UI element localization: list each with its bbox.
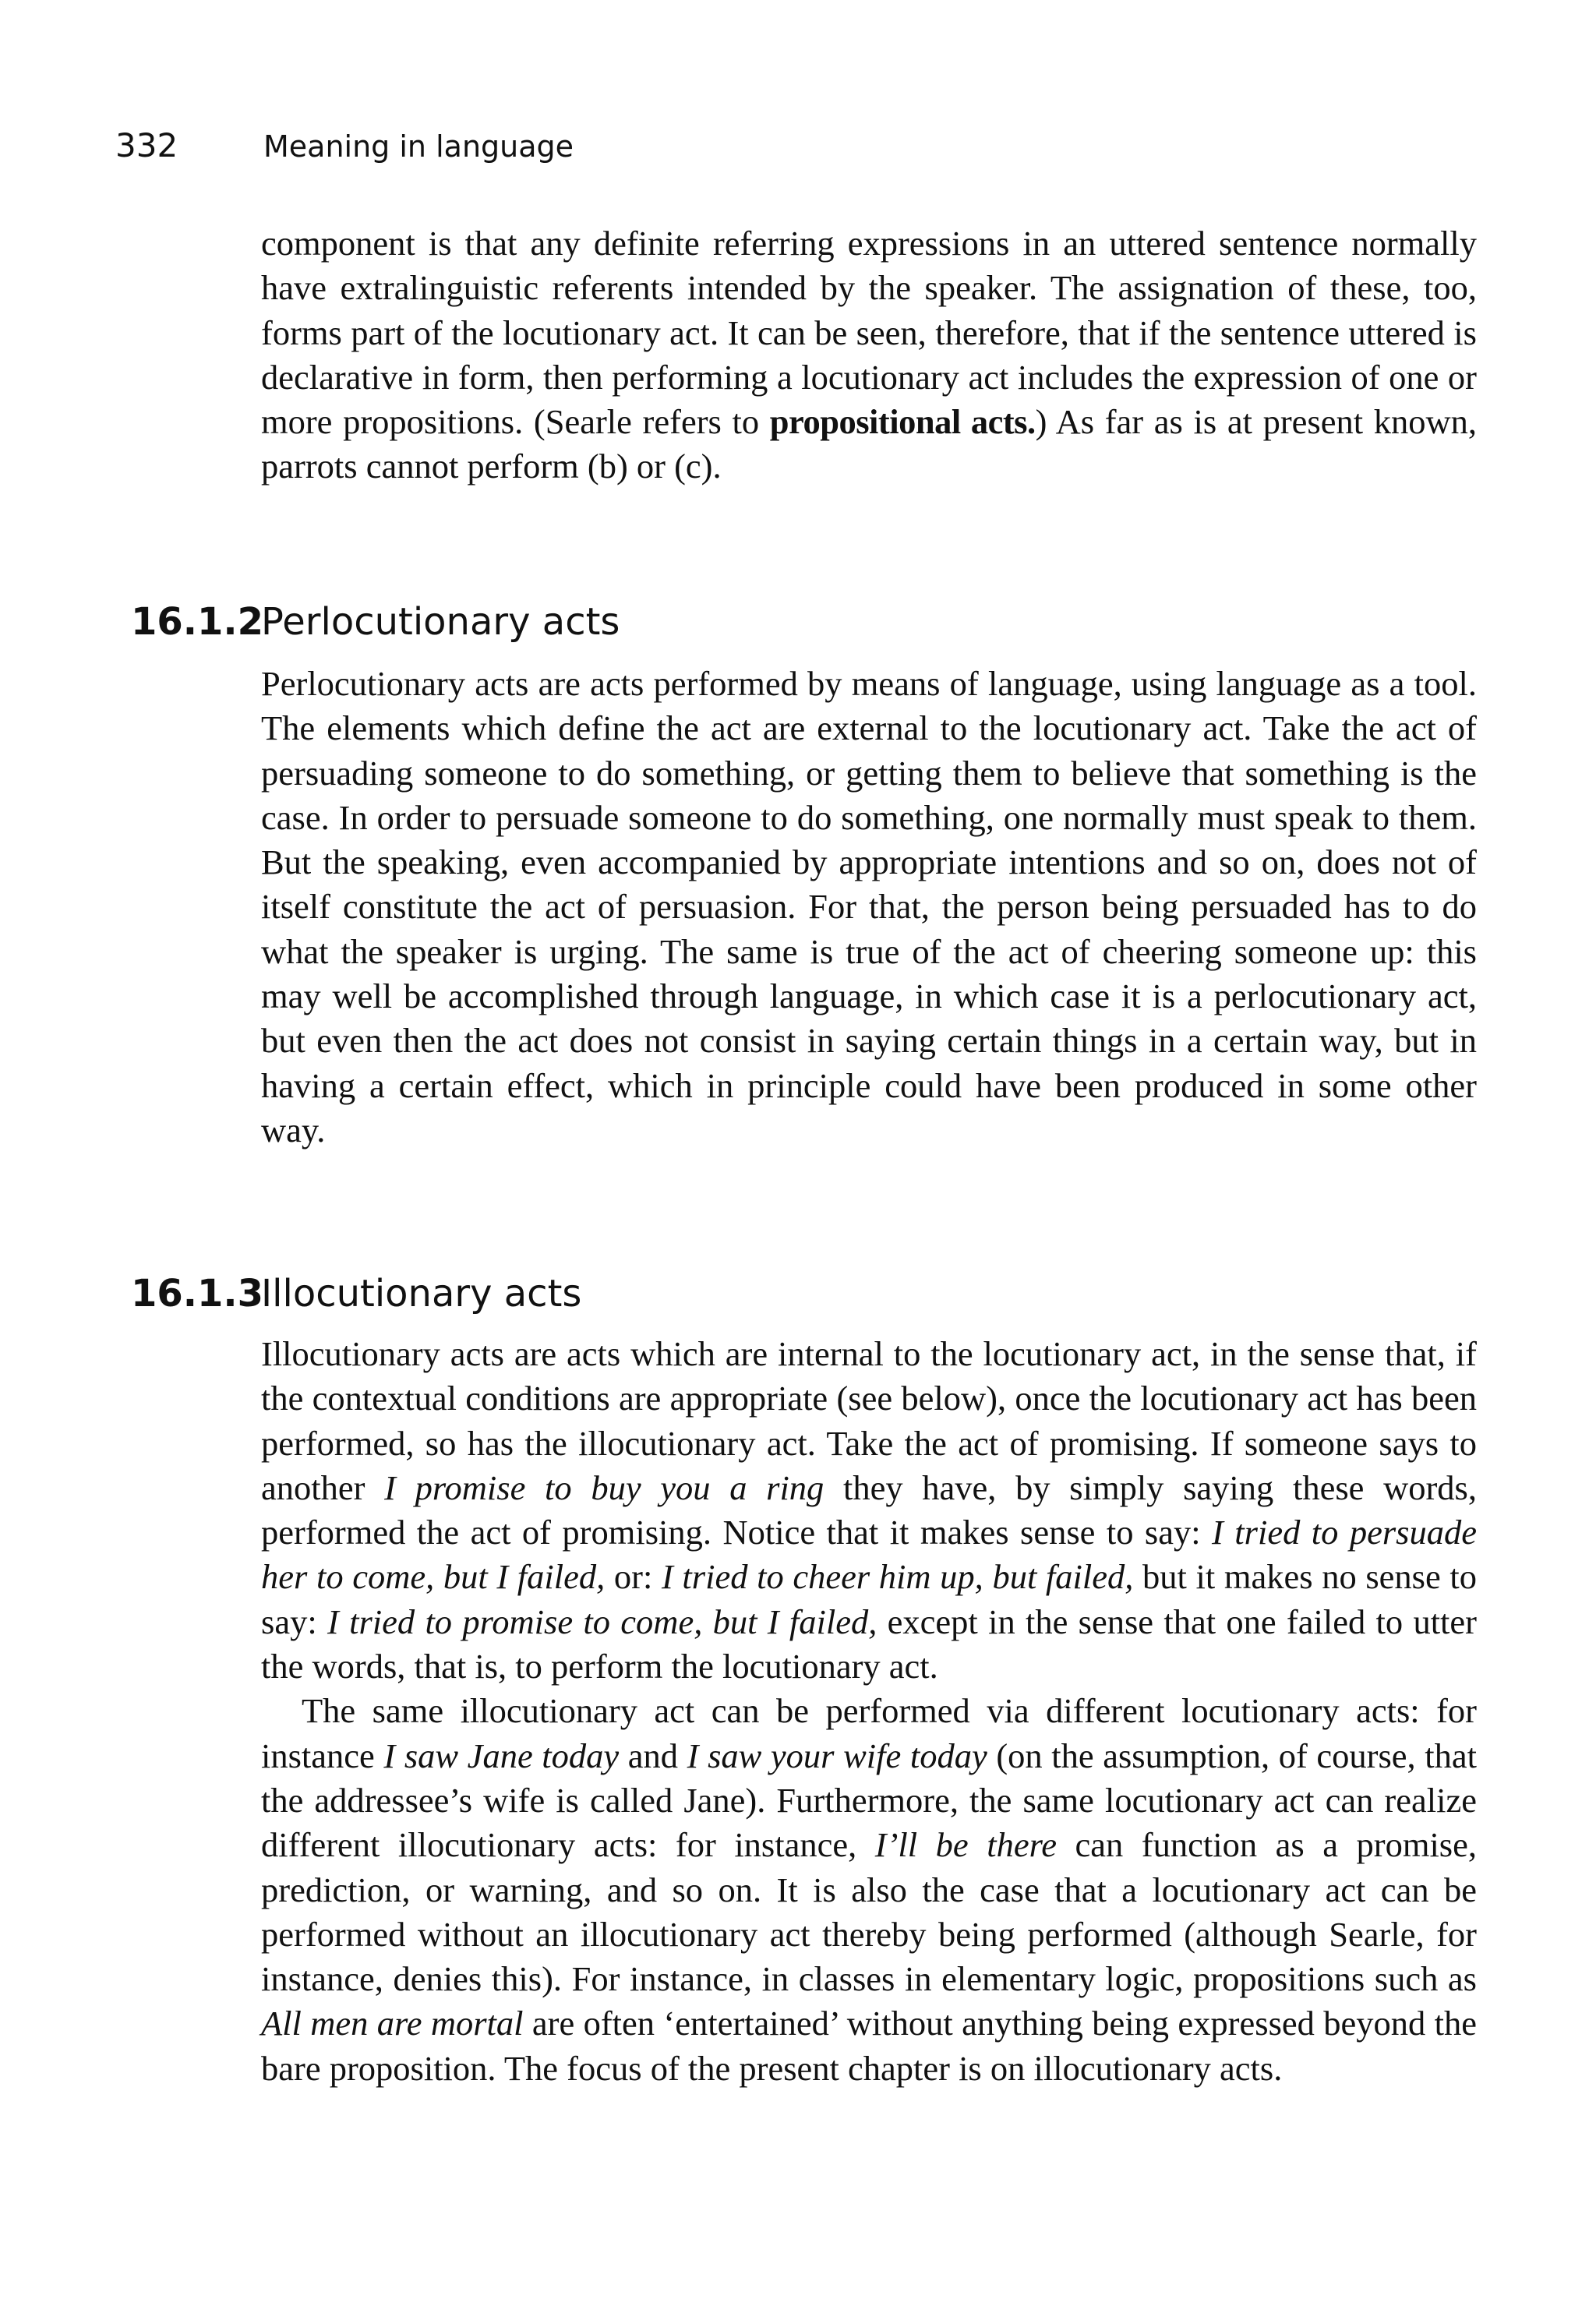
- text-run: except in the sense that one failed to utter the words, that is, to perform the locutionary act.: [261, 1602, 1477, 1686]
- perlocutionary-paragraph: Perlocutionary acts are acts performed by means of language, using language as a tool. The elements which define the act are external to the locutionary act. Take the act of persuading someone to do something, or getting them to believe that something is the case. In order to persuade someone to do something, one normally must speak to them. But the speaking, even accompanied by appropriate intentions and so on, does not of itself constitute the act of persuasion. For that, the person being persuaded has to do what the speaker is urging. The same is true of the act of cheering someone up: this may well be accomplished through language, in which case it is a perlocutionary act, but even then the act does not consist in saying certain things in a certain way, but in having a certain effect, which in principle could have been produced in some other way.: [261, 664, 1477, 1150]
- text-run: but it makes no sense to say:: [261, 1557, 1477, 1641]
- section-title: Illocutionary acts: [261, 1272, 582, 1315]
- intro-text-b: ) As far as is at present known, parrots cannot perform (b) or (c).: [261, 402, 1478, 486]
- running-head: [115, 126, 574, 164]
- example-sentence: I’ll be there: [874, 1825, 1057, 1865]
- section-number: 16.1.2: [131, 600, 264, 644]
- intro-text-a: component is that any definite referring expressions in an uttered sentence normally have extralinguistic referents intended by the speaker. The assignation of these, too, forms part of the locutionary act. It can be seen, therefore, that if the sentence uttered is declarative in form, then performing a locutionary act includes the expression of one or more propositions. (Searle refers to: [261, 224, 1477, 442]
- illocutionary-paragraph-1: [261, 1332, 1477, 1689]
- example-sentence: I tried to persuade her to come, but I failed,: [261, 1513, 1477, 1597]
- text-run: and: [619, 1736, 687, 1775]
- section-heading-illocutionary: [131, 1272, 582, 1315]
- example-sentence: All men are mortal: [261, 2004, 524, 2043]
- text-run: (on the assumption, of course, that the addressee’s wife is called Jane). Furthermore, the same locutionary act can realize different illocutionary acts: for instance,: [261, 1736, 1477, 1865]
- text-run: Illocutionary acts are acts which are internal to the locutionary act, in the sense that, if the contextual conditions are appropriate (see below), once the locutionary act has been performed, so has the illocutionary act. Take the act of promising. If someone says to another: [261, 1334, 1477, 1507]
- text-run: The same illocutionary act can be performed via different locutionary acts: for instance: [261, 1691, 1477, 1775]
- example-sentence: I promise to buy you a ring: [384, 1467, 824, 1507]
- perlocutionary-block: [261, 662, 1477, 1153]
- text-run: can function as a promise, prediction, or warning, and so on. It is also the case that a locutionary act can be performed without an illocutionary act thereby being performed (although Searle, for instance, denies this). For instance, in classes in elementary logic, propositions such as: [261, 1825, 1478, 1999]
- example-sentence: I saw Jane today: [383, 1736, 620, 1775]
- text-run: are often ‘entertained’ without anything being expressed beyond the bare proposition. The focus of the present chapter is on illocutionary acts.: [261, 2004, 1477, 2088]
- example-sentence: I tried to cheer him up, but failed,: [661, 1557, 1134, 1597]
- example-sentence: I saw your wife today: [687, 1736, 987, 1775]
- illocutionary-paragraph-2: [261, 1689, 1477, 2091]
- section-number: 16.1.3: [131, 1272, 264, 1315]
- text-run: they have, by simply saying these words, performed the act of promising. Notice that it makes sense to say:: [261, 1467, 1477, 1552]
- intro-paragraph: [261, 221, 1477, 489]
- intro-block: [261, 221, 1477, 489]
- page-number: 332: [115, 126, 178, 164]
- section-heading-perlocutionary: [131, 600, 620, 644]
- key-term: propositional acts.: [769, 402, 1036, 442]
- running-title: Meaning in language: [263, 129, 574, 164]
- example-sentence: I tried to promise to come, but I failed,: [327, 1602, 877, 1641]
- illocutionary-block: [261, 1332, 1477, 2091]
- text-run: or:: [605, 1557, 662, 1597]
- section-title: Perlocutionary acts: [261, 600, 620, 644]
